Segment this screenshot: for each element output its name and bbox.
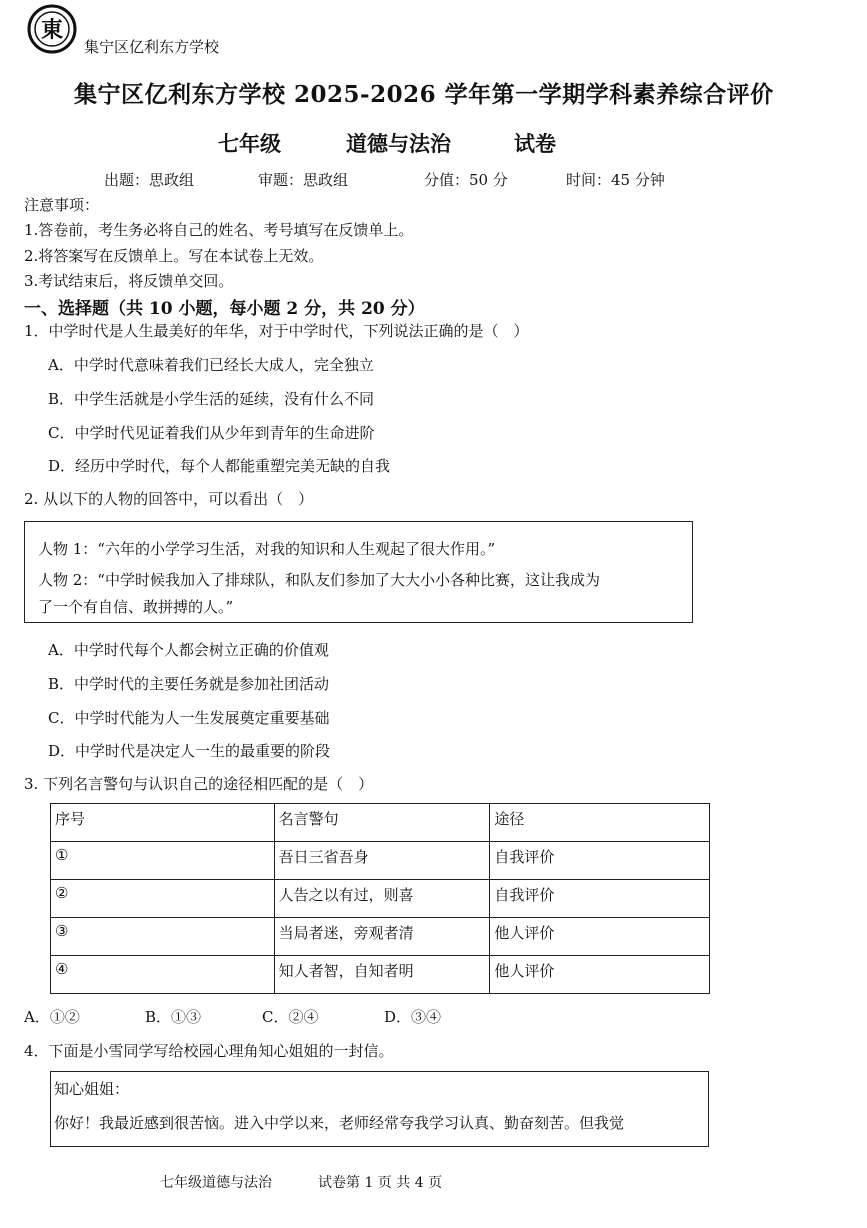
table-cell: 当局者迷，旁观者清 xyxy=(274,918,490,956)
table-cell: 人告之以有过，则喜 xyxy=(274,880,490,918)
quote-match-table xyxy=(50,803,710,994)
option-d: D．③④ xyxy=(384,1008,442,1026)
author-info: 出题：思政组 xyxy=(104,171,195,189)
letter-line: 你好！我最近感到很苦恼。进入中学以来，老师经常夸我学习认真、勤奋刻苦。但我觉 xyxy=(54,1114,625,1132)
letter-box xyxy=(50,1071,709,1147)
option-b: B．①③ xyxy=(145,1008,202,1026)
question-stem: 2. 从以下的人物的回答中，可以看出（ ） xyxy=(24,490,314,508)
option-d: D．经历中学时代，每个人都能重塑完美无缺的自我 xyxy=(48,457,391,475)
quote-line: 了一个有自信、敢拼搏的人。” xyxy=(38,598,234,616)
option-a: A．中学时代意味着我们已经长大成人，完全独立 xyxy=(48,356,374,374)
table-row xyxy=(51,918,710,956)
table-header-cell: 名言警句 xyxy=(274,804,490,842)
table-cell: 自我评价 xyxy=(490,880,710,918)
quote-line: 人物 2：“中学时候我加入了排球队，和队友们参加了大大小小各种比赛，这让我成为 xyxy=(38,571,600,589)
option-d: D．中学时代是决定人一生的最重要的阶段 xyxy=(48,742,331,760)
option-a: A．中学时代每个人都会树立正确的价值观 xyxy=(48,641,329,659)
school-name-small: 集宁区亿利东方学校 xyxy=(84,38,220,56)
note-item: 3.考试结束后，将反馈单交回。 xyxy=(24,272,234,290)
table-cell: ④ xyxy=(51,956,275,994)
note-item: 1.答卷前，考生务必将自己的姓名、考号填写在反馈单上。 xyxy=(24,221,414,239)
table-cell: ② xyxy=(51,880,275,918)
school-logo-seal xyxy=(27,4,77,54)
question-stem: 1．中学时代是人生最美好的年华，对于中学时代，下列说法正确的是（ ） xyxy=(24,322,529,340)
table-header-row xyxy=(51,804,710,842)
reviewer-info: 审题：思政组 xyxy=(258,171,349,189)
option-c: C．中学时代见证着我们从少年到青年的生命进阶 xyxy=(48,424,375,442)
table-cell: 吾日三省吾身 xyxy=(274,842,490,880)
section-title: 一、选择题（共 10 小题，每小题 2 分，共 20 分） xyxy=(24,299,425,319)
table-row xyxy=(51,842,710,880)
notes-title: 注意事项： xyxy=(24,196,100,214)
table-row xyxy=(51,880,710,918)
question-stem: 3. 下列名言警句与认识自己的途径相匹配的是（ ） xyxy=(24,775,374,793)
table-header-cell: 序号 xyxy=(51,804,275,842)
exam-title: 集宁区亿利东方学校 2025-2026 学年第一学期学科素养综合评价 xyxy=(74,81,774,108)
table-cell: 他人评价 xyxy=(490,918,710,956)
table-cell: ① xyxy=(51,842,275,880)
table-cell: ③ xyxy=(51,918,275,956)
svg-text:東: 東 xyxy=(40,18,64,43)
subject-label: 道德与法治 xyxy=(346,131,451,156)
question-stem: 4．下面是小雪同学写给校园心理角知心姐姐的一封信。 xyxy=(24,1042,394,1060)
option-a: A．①② xyxy=(24,1008,80,1026)
table-cell: 他人评价 xyxy=(490,956,710,994)
time-info: 时间：45 分钟 xyxy=(566,171,665,189)
table-cell: 自我评价 xyxy=(490,842,710,880)
option-c: C．中学时代能为人一生发展奠定重要基础 xyxy=(48,709,330,727)
note-item: 2.将答案写在反馈单上。写在本试卷上无效。 xyxy=(24,247,324,265)
paper-label: 试卷 xyxy=(514,131,556,156)
quote-line: 人物 1：“六年的小学学习生活，对我的知识和人生观起了很大作用。” xyxy=(38,540,496,558)
table-row xyxy=(51,956,710,994)
option-c: C．②④ xyxy=(262,1008,319,1026)
page-number: 试卷第 1 页 共 4 页 xyxy=(318,1175,443,1191)
letter-line: 知心姐姐： xyxy=(54,1080,130,1098)
footer-subject: 七年级道德与法治 xyxy=(160,1175,272,1191)
score-info: 分值：50 分 xyxy=(424,171,508,189)
grade-label: 七年级 xyxy=(218,131,281,156)
option-b: B．中学时代的主要任务就是参加社团活动 xyxy=(48,675,330,693)
table-header-cell: 途径 xyxy=(490,804,710,842)
option-b: B．中学生活就是小学生活的延续，没有什么不同 xyxy=(48,390,375,408)
table-cell: 知人者智，自知者明 xyxy=(274,956,490,994)
